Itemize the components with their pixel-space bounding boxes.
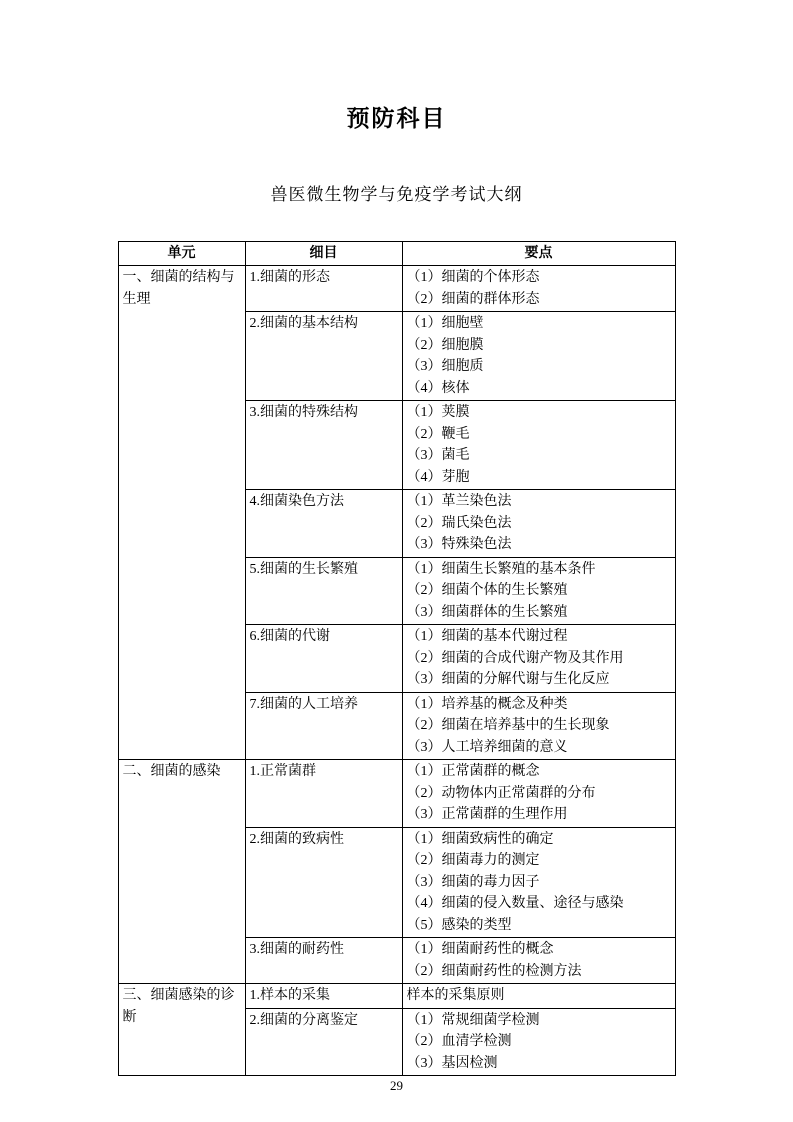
point-line: （1）细菌耐药性的概念 [406, 942, 554, 957]
detail-cell: 1.正常菌群 [245, 760, 402, 828]
detail-cell: 1.细菌的形态 [245, 266, 402, 312]
point-line: （3）人工培养细菌的意义 [406, 739, 568, 755]
point-line: （3）特殊染色法 [406, 537, 512, 552]
table-row [118, 984, 675, 1009]
points-cell [402, 827, 675, 938]
point-line: （4）细菌的侵入数量、途径与感染 [406, 896, 624, 911]
point-line: （2）细菌毒力的测定 [406, 853, 540, 868]
point-line: （1）细菌的基本代谢过程 [406, 629, 568, 644]
points-cell [402, 490, 675, 558]
point-line: （1）荚膜 [406, 405, 470, 420]
points-cell [402, 557, 675, 625]
point-line: （1）常规细菌学检测 [406, 1012, 540, 1028]
points-cell [402, 692, 675, 760]
detail-cell: 2.细菌的基本结构 [245, 312, 402, 401]
point-line: （2）动物体内正常菌群的分布 [406, 785, 596, 801]
point-line: （3）菌毛 [406, 448, 470, 463]
point-line: （3）正常菌群的生理作用 [406, 807, 568, 822]
detail-cell: 2.细菌的致病性 [245, 827, 402, 938]
syllabus-table [118, 241, 676, 1076]
point-line: （5）感染的类型 [406, 917, 512, 933]
point-line: （1）细菌生长繁殖的基本条件 [406, 561, 596, 577]
point-line: （2）细菌在培养基中的生长现象 [406, 718, 610, 733]
point-line: （1）细菌的个体形态 [406, 270, 540, 285]
document-subtitle: 兽医微生物学与免疫学考试大纲 [270, 185, 523, 204]
points-cell [402, 266, 675, 312]
points-cell [402, 312, 675, 401]
point-line: （1）正常菌群的概念 [406, 764, 540, 779]
page-number: 29 [390, 1078, 403, 1093]
points-cell [402, 401, 675, 490]
unit-cell: 三、细菌感染的诊断 [118, 984, 245, 1076]
point-line: （2）血清学检测 [406, 1034, 512, 1049]
detail-cell: 1.样本的采集 [245, 984, 402, 1009]
detail-cell: 2.细菌的分离鉴定 [245, 1008, 402, 1076]
point-line: （2）细胞膜 [406, 337, 484, 353]
point-line: （3）细菌群体的生长繁殖 [406, 604, 568, 620]
point-line: （2）细菌个体的生长繁殖 [406, 583, 568, 598]
column-header-unit: 单元 [118, 242, 245, 266]
detail-cell: 3.细菌的耐药性 [245, 938, 402, 984]
point-line: （4）芽胞 [406, 469, 470, 485]
point-line: （1）革兰染色法 [406, 494, 512, 509]
point-line: （2）细菌的合成代谢产物及其作用 [406, 650, 624, 666]
point-line: （2）鞭毛 [406, 426, 470, 442]
detail-cell: 3.细菌的特殊结构 [245, 401, 402, 490]
detail-cell: 6.细菌的代谢 [245, 625, 402, 693]
point-line: （1）细菌致病性的确定 [406, 831, 554, 847]
table-row [118, 266, 675, 312]
points-cell [402, 938, 675, 984]
column-header-detail: 细目 [245, 242, 402, 266]
point-line: （3）细菌的毒力因子 [406, 874, 540, 890]
unit-cell: 一、细菌的结构与生理 [118, 266, 245, 760]
points-cell [402, 760, 675, 828]
table-header-row [118, 242, 675, 266]
detail-cell: 5.细菌的生长繁殖 [245, 557, 402, 625]
table-row [118, 760, 675, 828]
point-line: （3）细胞质 [406, 359, 484, 374]
point-line: （1）培养基的概念及种类 [406, 696, 568, 712]
point-line: （3）基因检测 [406, 1055, 498, 1071]
detail-cell: 4.细菌染色方法 [245, 490, 402, 558]
detail-cell: 7.细菌的人工培养 [245, 692, 402, 760]
points-cell [402, 625, 675, 693]
points-cell [402, 1008, 675, 1076]
point-line: （2）细菌的群体形态 [406, 291, 540, 307]
point-line: （2）细菌耐药性的检测方法 [406, 963, 582, 979]
document-title: 预防科目 [346, 106, 447, 131]
column-header-points: 要点 [402, 242, 675, 266]
point-line: （4）核体 [406, 380, 470, 396]
points-cell [402, 984, 675, 1009]
point-line: （1）细胞壁 [406, 316, 484, 331]
point-line: （2）瑞氏染色法 [406, 515, 512, 531]
syllabus-table-body [118, 266, 675, 1076]
unit-cell: 二、细菌的感染 [118, 760, 245, 984]
point-line: 样本的采集原则 [406, 988, 505, 1003]
point-line: （3）细菌的分解代谢与生化反应 [406, 672, 610, 687]
